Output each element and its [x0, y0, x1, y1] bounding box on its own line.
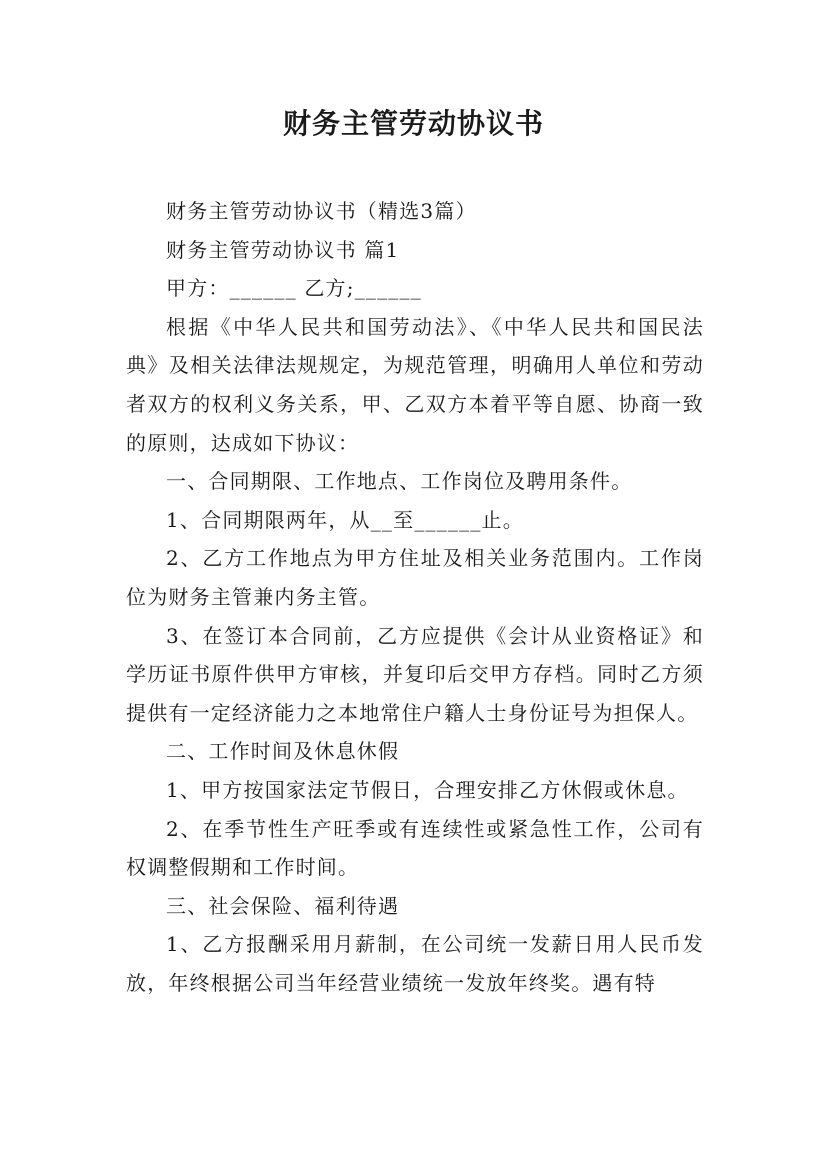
paragraph: 2、在季节性生产旺季或有连续性或紧急性工作，公司有权调整假期和工作时间。	[126, 816, 704, 880]
paragraph: 根据《中华人民共和国劳动法》、《中华人民共和国民法典》及相关法律法规规定，为规范管理，明确用人单位和劳动者双方的权利义务关系，甲、乙双方本着平等自愿、协商一致的原则，达成如下协议：	[126, 314, 704, 455]
document-body	[126, 192, 704, 1002]
paragraph: 1、乙方报酬采用月薪制，在公司统一发薪日用人民币发放，年终根据公司当年经营业绩统一发放年终奖。遇有特	[126, 932, 704, 995]
paragraph: 财务主管劳动协议书（精选3篇）	[166, 199, 477, 223]
paragraph: 2、乙方工作地点为甲方住址及相关业务范围内。工作岗位为财务主管兼内务主管。	[126, 546, 704, 609]
paragraph: 1、合同期限两年，从__至______止。	[166, 507, 524, 532]
document-title: 财务主管劳动协议书	[282, 107, 544, 140]
paragraph: 一、合同期限、工作地点、工作岗位及聘用条件。	[166, 469, 633, 494]
paragraph: 二、工作时间及休息休假	[166, 739, 400, 764]
paragraph: 3、在签订本合同前，乙方应提供《会计从业资格证》和学历证书原件供甲方审核，并复印后交甲方存档。同时乙方须提供有一定经济能力之本地常住户籍人士身份证号为担保人。	[126, 623, 704, 725]
paragraph: 1、甲方按国家法定节假日，合理安排乙方休假或休息。	[166, 777, 689, 802]
paragraph: 财务主管劳动协议书 篇1	[166, 237, 400, 262]
paragraph: 三、社会保险、福利待遇	[166, 893, 400, 918]
paragraph: 甲方：______ 乙方;______	[166, 276, 422, 301]
